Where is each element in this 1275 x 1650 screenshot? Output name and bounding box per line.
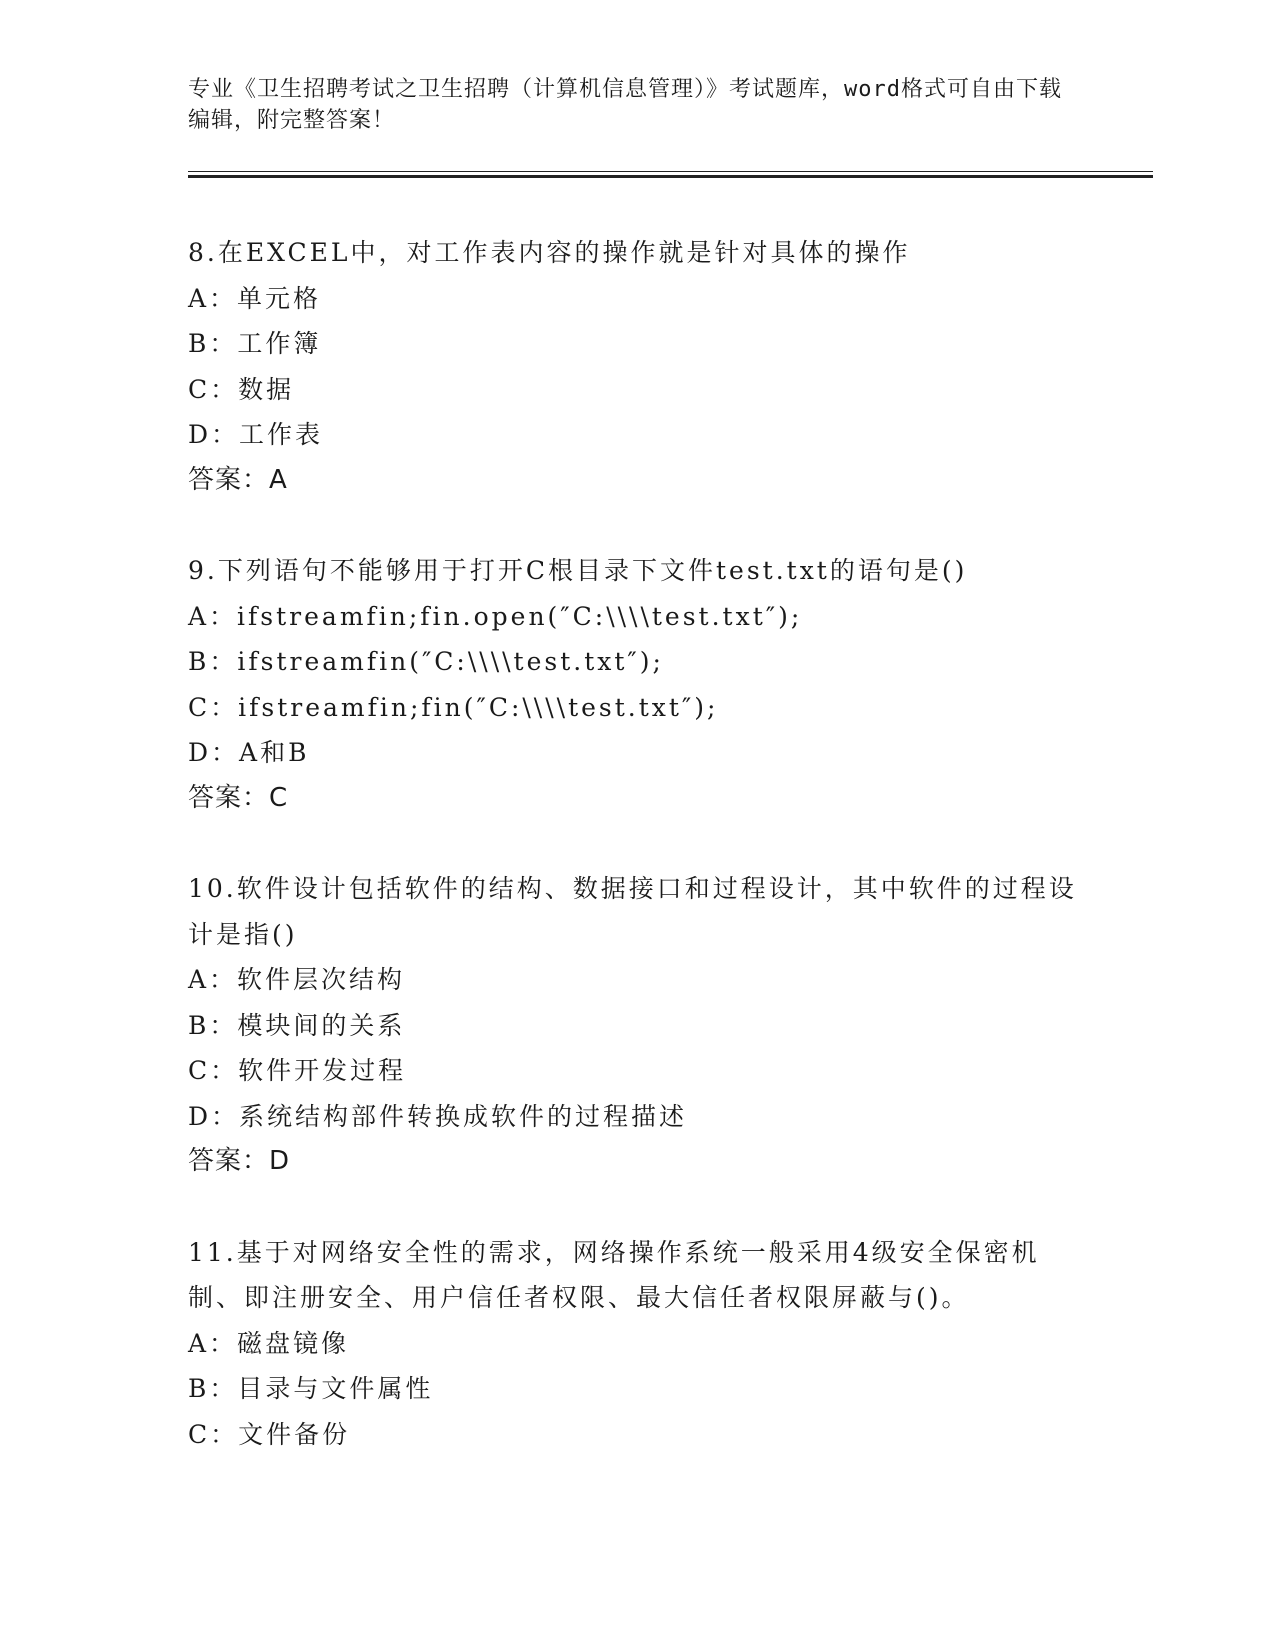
- header-divider-thin: [188, 171, 1153, 172]
- question-text: 9.下列语句不能够用于打开C根目录下文件test.txt的语句是(): [188, 556, 968, 585]
- option-b: B：模块间的关系: [188, 1010, 406, 1040]
- question-10: [188, 866, 1088, 1185]
- question-text: 8.在EXCEL中，对工作表内容的操作就是针对具体的操作: [188, 238, 911, 267]
- option-a: A：ifstreamfin;fin.open(″C:\\\\test.txt″);: [188, 601, 803, 631]
- option-a: A：磁盘镜像: [188, 1328, 350, 1358]
- option-c: C：数据: [188, 374, 295, 404]
- question-11: [188, 1230, 1088, 1458]
- option-a: A：单元格: [188, 283, 322, 313]
- answer-line: 答案：C: [188, 782, 289, 813]
- option-d: D：A和B: [188, 738, 310, 767]
- option-d: D：系统结构部件转换成软件的过程描述: [188, 1101, 688, 1131]
- option-c: C：软件开发过程: [188, 1056, 407, 1085]
- option-b: B：工作簿: [188, 329, 322, 358]
- document-header: 专业《卫生招聘考试之卫生招聘（计算机信息管理）》考试题库，word格式可自由下载编辑，附完整答案！: [188, 77, 1062, 133]
- header-divider-thick: [188, 175, 1153, 178]
- question-text: 10.软件设计包括软件的结构、数据接口和过程设计，其中软件的过程设计是指(): [188, 874, 1077, 949]
- option-c: C：文件备份: [188, 1419, 351, 1449]
- question-8: [188, 230, 1088, 503]
- option-b: B：ifstreamfin(″C:\\\\test.txt″);: [188, 647, 664, 676]
- option-d: D：工作表: [188, 420, 324, 449]
- question-list: [188, 230, 1088, 1502]
- option-b: B：目录与文件属性: [188, 1374, 434, 1403]
- question-text: 11.基于对网络安全性的需求，网络操作系统一般采用4级安全保密机制、即注册安全、用户信任者权限、最大信任者权限屏蔽与()。: [188, 1237, 1040, 1312]
- option-c: C：ifstreamfin;fin(″C:\\\\test.txt″);: [188, 692, 719, 722]
- answer-line: 答案：D: [188, 1146, 291, 1176]
- answer-line: 答案：A: [188, 464, 288, 495]
- option-a: A：软件层次结构: [188, 965, 406, 994]
- question-9: [188, 548, 1088, 821]
